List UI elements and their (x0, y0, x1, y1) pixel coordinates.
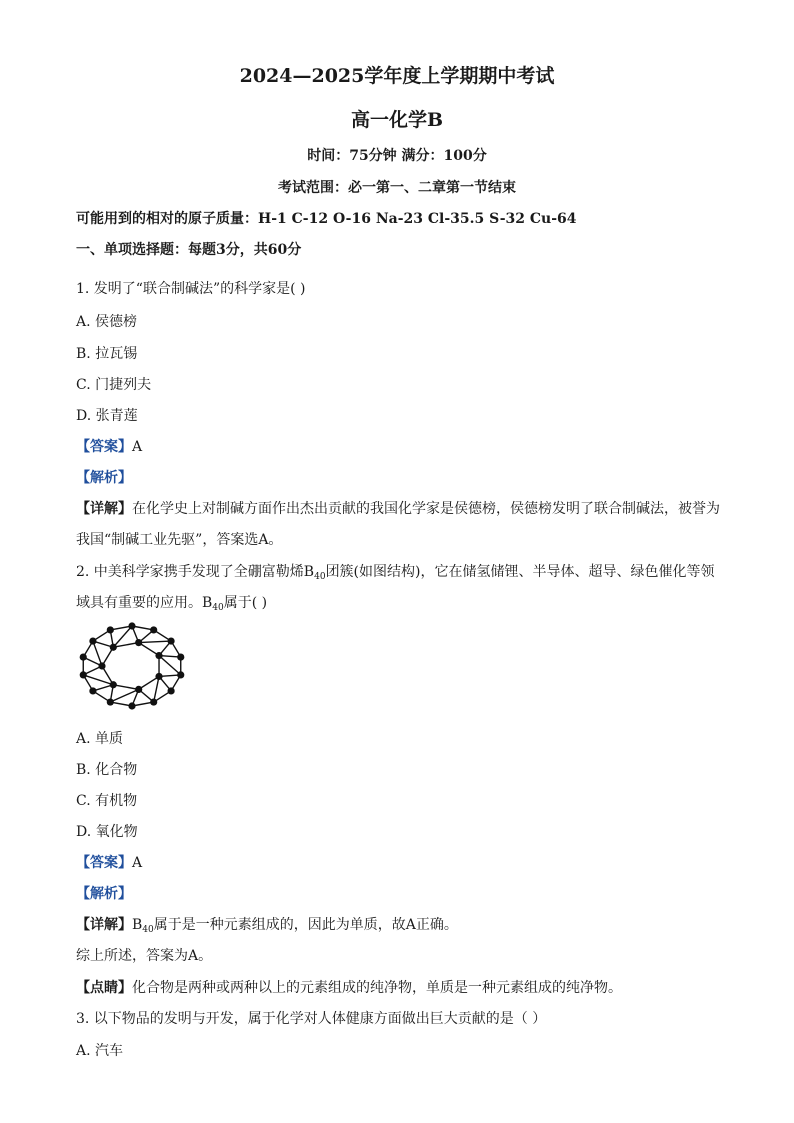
boron-atom (155, 673, 162, 680)
boron-atom (150, 626, 157, 633)
boron-atom (89, 687, 96, 694)
subscript: 40 (212, 603, 224, 613)
bond-line (139, 643, 159, 656)
exam-subtitle: 高一化学B (350, 109, 444, 131)
boron-atom (177, 671, 184, 678)
q2-option-a: A. 单质 (76, 731, 124, 747)
answer-value: A (132, 439, 143, 455)
q3-option-a: A. 汽车 (76, 1043, 124, 1059)
q2-stem-text: 域具有重要的应用。B (76, 595, 213, 611)
detail-tag: 【详解】 (76, 917, 132, 933)
q2-stem-line1 (76, 562, 715, 587)
boron-atom (150, 698, 157, 705)
boron-atom (110, 644, 117, 651)
q2-analysis (76, 884, 132, 904)
boron-atom (128, 622, 135, 629)
bond-line (154, 676, 159, 702)
bond-line (139, 641, 171, 643)
q1-option-d: D. 张青莲 (76, 408, 138, 424)
boron-atom (98, 662, 105, 669)
boron-atom (167, 687, 174, 694)
q1-answer (76, 437, 142, 457)
q2-detail (76, 915, 458, 940)
boron-atom (167, 637, 174, 644)
bond-line (113, 685, 138, 690)
exam-scope: 考试范围：必一第一、二章第一节结束 (278, 180, 516, 196)
q2-answer (76, 853, 142, 873)
boron-atom (128, 702, 135, 709)
bond-line (139, 676, 159, 689)
q1-option-b: B. 拉瓦锡 (76, 346, 138, 362)
boron-atom (107, 698, 114, 705)
q2-stem-line2 (76, 593, 267, 618)
point-tag: 【点睛】 (76, 980, 132, 996)
boron-atom (110, 681, 117, 688)
answer-value: A (132, 855, 143, 871)
q2-stem-text: 属于( ) (223, 595, 268, 611)
q2-option-b: B. 化合物 (76, 762, 138, 778)
q2-summary: 综上所述，答案为A。 (76, 948, 213, 964)
boron-atom (177, 653, 184, 660)
q1-option-c: C. 门捷列夫 (76, 377, 152, 393)
q2-stem-text: 团簇(如图结构)，它在储氢储锂、半导体、超导、绿色催化等领 (325, 564, 715, 580)
boron-atom (80, 671, 87, 678)
boron-atom (89, 637, 96, 644)
q2-stem-text: 2. 中美科学家携手发现了全硼富勒烯B (76, 564, 315, 580)
boron-atom (135, 639, 142, 646)
q1-option-a: A. 侯德榜 (76, 314, 138, 330)
q1-analysis (76, 468, 132, 488)
time-info: 时间：75分钟 满分：100分 (307, 148, 487, 164)
answer-tag: 【答案】 (76, 439, 132, 455)
analysis-tag: 【解析】 (76, 470, 132, 486)
boron-atom (107, 626, 114, 633)
q2-option-d: D. 氧化物 (76, 824, 138, 840)
subscript: 40 (314, 572, 326, 582)
exam-title: 2024—2025学年度上学期期中考试 (239, 65, 555, 87)
boron-atom (80, 653, 87, 660)
boron-atom (135, 686, 142, 693)
detail-text: B (132, 917, 143, 933)
subscript: 40 (142, 925, 154, 935)
answer-tag: 【答案】 (76, 855, 132, 871)
point-text: 化合物是两种或两种以上的元素组成的纯净物，单质是一种元素组成的纯净物。 (132, 980, 622, 996)
detail-text: 在化学史上对制碱方面作出杰出贡献的我国化学家是侯德榜，侯德榜发明了联合制碱法，被誉为 (132, 501, 720, 517)
boron-atom (155, 652, 162, 659)
q1-detail-line2: 我国“制碱工业先驱”，答案选A。 (76, 532, 283, 548)
q3-stem: 3. 以下物品的发明与开发，属于化学对人体健康方面做出巨大贡献的是（ ） (76, 1011, 547, 1027)
b40-cluster-diagram (76, 620, 188, 712)
detail-text: 属于是一种元素组成的，因此为单质，故A正确。 (153, 917, 458, 933)
analysis-tag: 【解析】 (76, 886, 132, 902)
q2-point (76, 978, 622, 998)
atomic-masses: 可能用到的相对的原子质量：H-1 C-12 O-16 Na-23 Cl-35.5 S-32 Cu-64 (76, 211, 577, 227)
detail-tag: 【详解】 (76, 501, 132, 517)
section-title: 一、单项选择题：每题3分，共60分 (76, 242, 302, 258)
q2-option-c: C. 有机物 (76, 793, 138, 809)
q1-detail-line1 (76, 499, 720, 519)
q1-stem: 1. 发明了“联合制碱法”的科学家是( ) (76, 281, 306, 297)
